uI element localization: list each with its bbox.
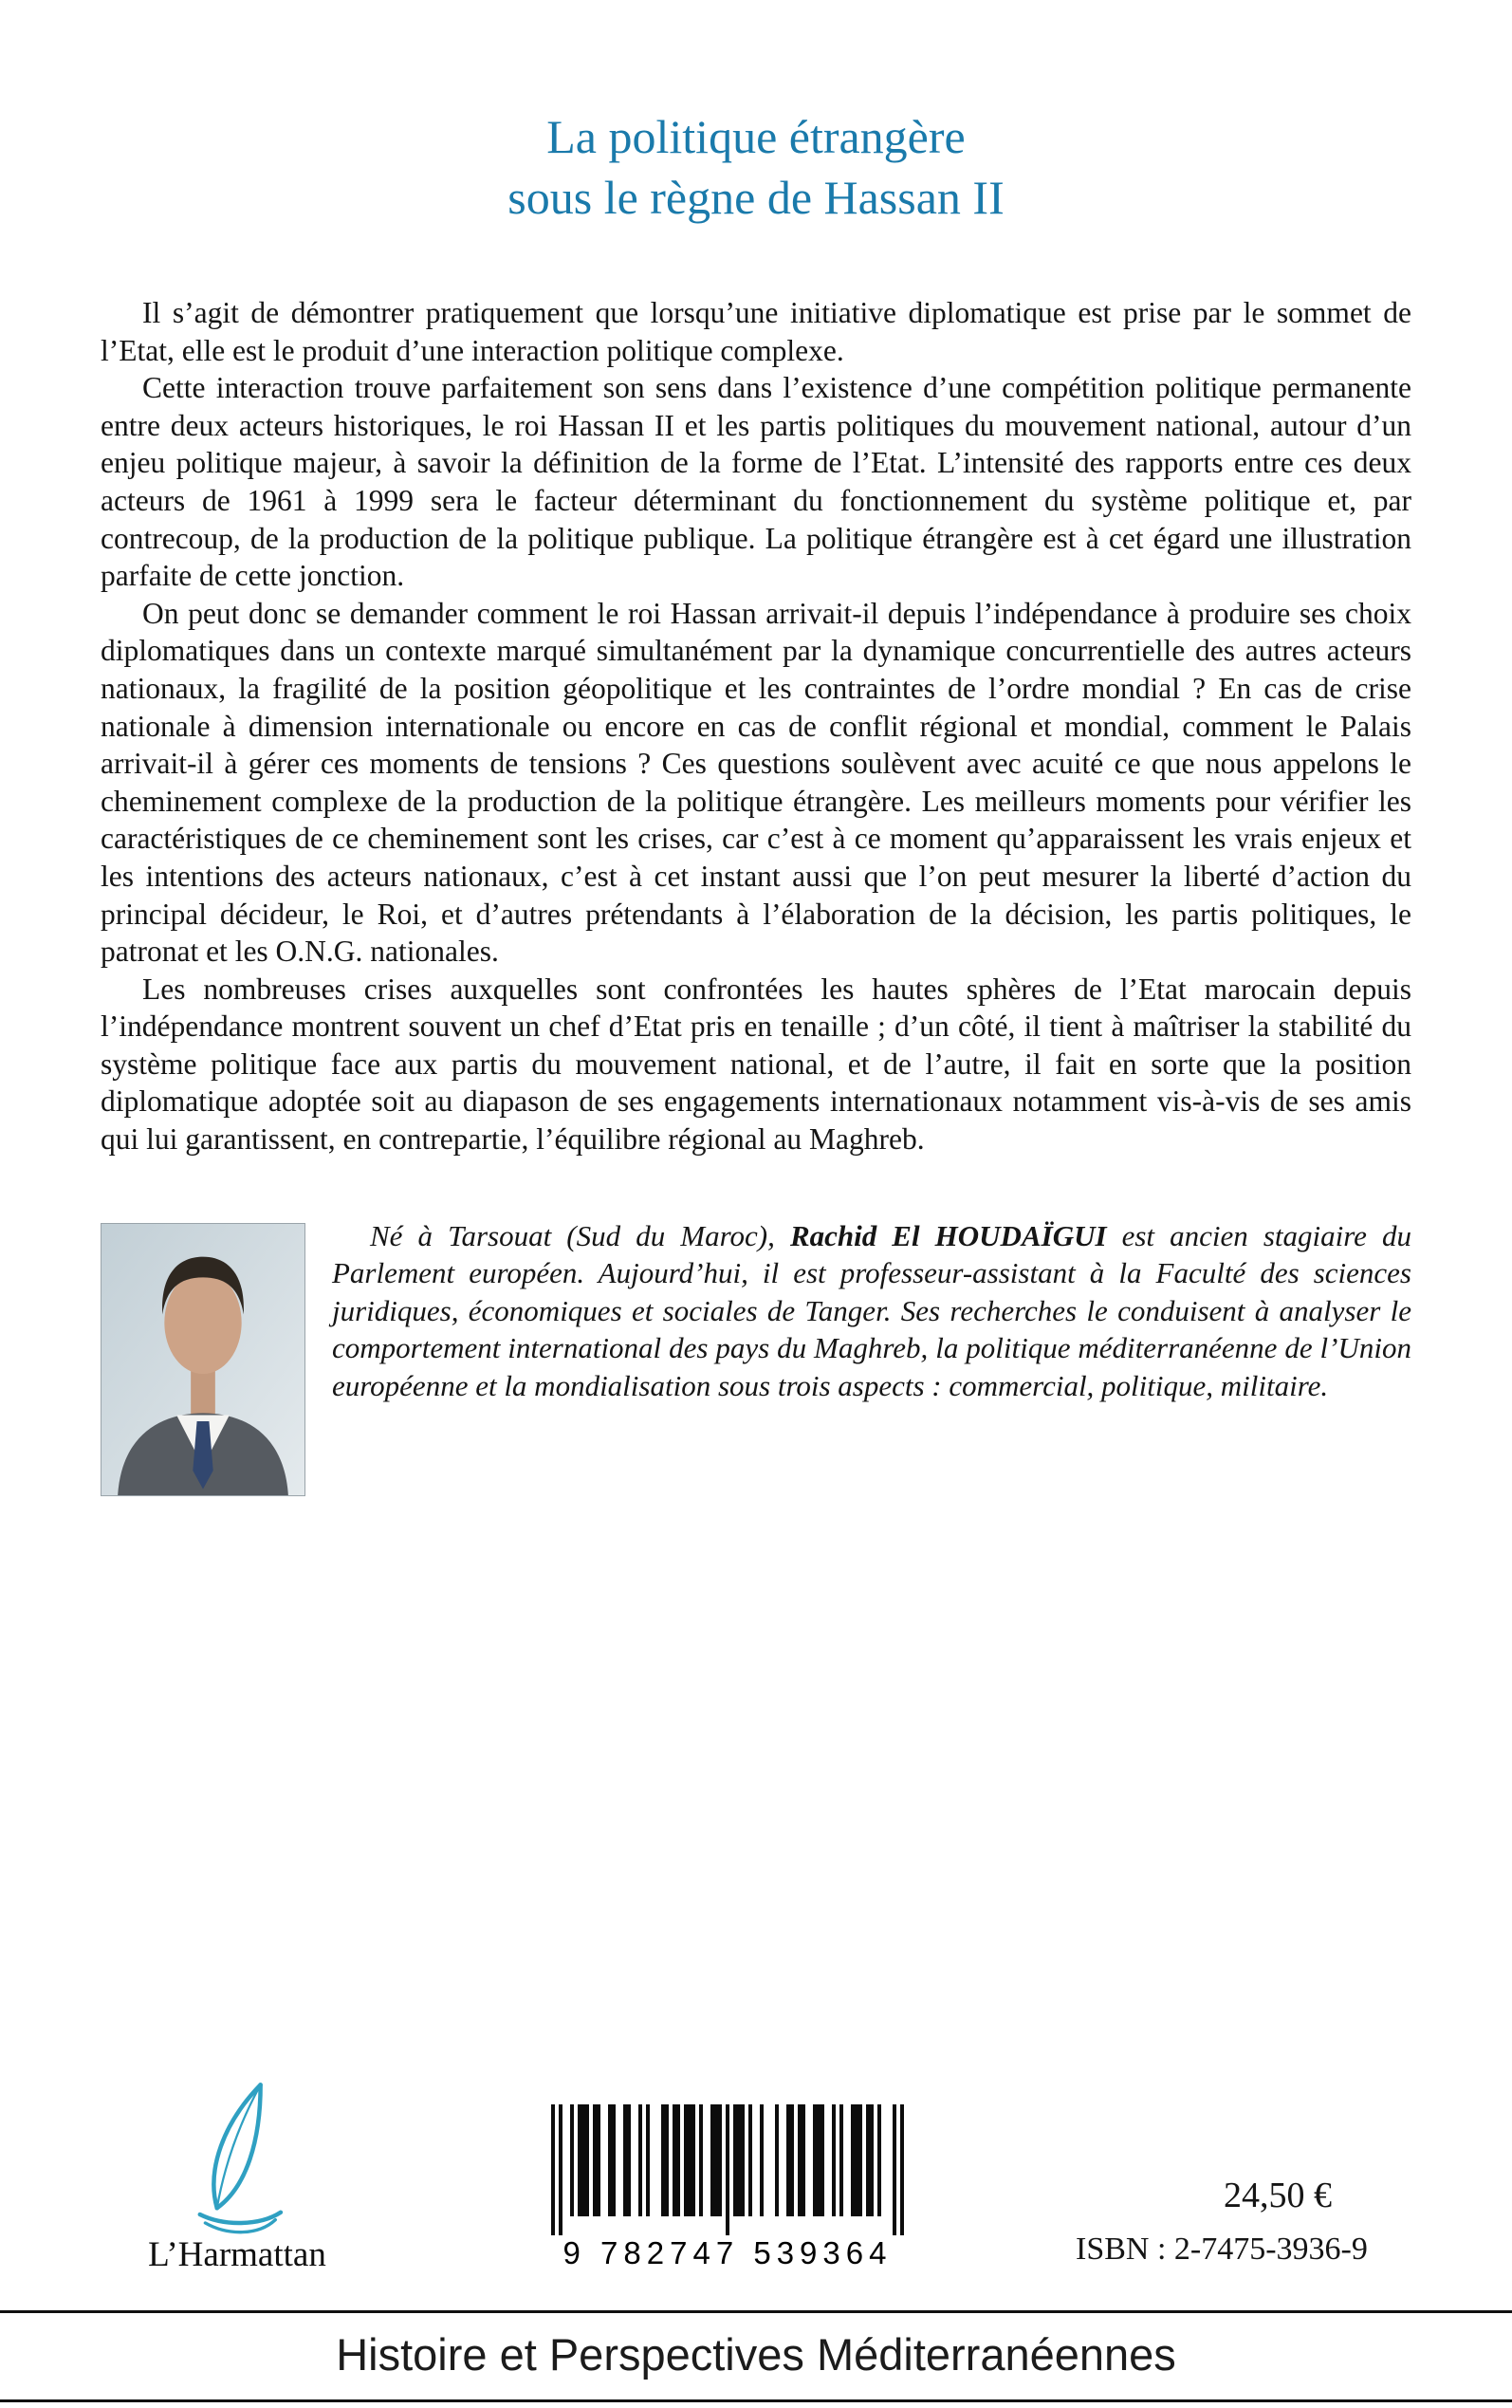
price: 24,50 €	[1224, 2176, 1332, 2215]
bio-text-pre: Né à Tarsouat (Sud du Maroc),	[370, 1218, 790, 1252]
synopsis-paragraph-4: Les nombreuses crises auxquelles sont confrontées les hautes sphères de l’Etat marocain depuis l’indépendance montrent souvent un chef d’Etat pris en tenaille ; d’un côté, il tient à maîtriser la stabilité du système politique face aux partis du mouvement national, et de l’autre, il fait en sorte que la position diplomatique adoptée soit au diapason de ses engagements internationaux notamment vis-à-vis de ses amis qui lui garantissent, en contrepartie, l’équilibre régional au Maghreb.	[101, 972, 1411, 1157]
author-bio	[101, 1217, 1411, 1500]
isbn: ISBN : 2-7475-3936-9	[1076, 2232, 1368, 2267]
barcode-bars	[551, 2104, 904, 2235]
collection-banner	[0, 2310, 1512, 2402]
title-line-1: La politique étrangère	[546, 110, 966, 163]
synopsis-paragraph-2: Cette interaction trouve parfaitement son sens dans l’existence d’une compétition politique permanente entre deux acteurs historiques, le roi Hassan II et les partis politiques du mouvement national, autour d’un enjeu politique majeur, à savoir la définition de la forme de l’Etat. L’intensité des rapports entre ces deux acteurs de 1961 à 1999 sera le facteur déterminant du fonctionnement du système politique et, par contrecoup, de la production de la politique publique. La politique étrangère est à cet égard une illustration parfaite de cette jonction.	[101, 371, 1411, 593]
publisher-name: L’Harmattan	[148, 2235, 326, 2274]
title-line-2: sous le règne de Hassan II	[507, 171, 1005, 224]
barcode-block	[519, 2104, 936, 2277]
publisher-block	[95, 2075, 379, 2277]
page-title	[0, 106, 1512, 228]
author-portrait-placeholder	[101, 1224, 304, 1495]
synopsis	[101, 294, 1411, 1158]
bottom-row	[95, 1988, 1417, 2277]
price-block	[1076, 2175, 1417, 2277]
synopsis-paragraph-3: On peut donc se demander comment le roi Hassan arrivait-il depuis l’indépendance à produire ses choix diplomatiques dans un contexte marqué simultanément par la dynamique concurrentielle des autres acteurs nationaux, la fragilité de la position géopolitique et les contraintes de l’ordre mondial ? En cas de crise nationale à dimension internationale ou encore en cas de conflit régional et mondial, comment le Palais arrivait-il à gérer ces moments de tensions ? Ces questions soulèvent avec acuité ce que nous appelons le cheminement complexe de la production de la politique étrangère. Les meilleurs moments pour vérifier les caractéristiques de ce cheminement sont les crises, car c’est à ce moment qu’apparaissent les vrais enjeux et les intentions des acteurs nationaux, c’est à cet instant aussi que l’on peut mesurer la liberté d’action du principal décideur, le Roi, et d’autres prétendants à l’élaboration de la décision, les partis politiques, le patronat et les O.N.G. nationales.	[101, 596, 1411, 969]
collection-title: Histoire et Perspectives Méditerranéennes	[336, 2329, 1176, 2380]
author-name: Rachid El HOUDAÏGUI	[789, 1218, 1107, 1252]
bio-text-post: est ancien stagiaire du Parlement européen. Aujourd’hui, il est professeur-assistant à la Faculté des sciences juridiques, économiques et sociales de Tanger. Ses recherches le conduisent à analyser le comportement international des pays du Maghreb, la politique méditerranéenne de l’Union européenne et la mondialisation sous trois aspects : commercial, politique, militaire.	[332, 1218, 1411, 1402]
synopsis-paragraph-1: Il s’agit de démontrer pratiquement que lorsqu’une initiative diplomatique est prise par le sommet de l’Etat, elle est le produit d’une interaction politique complexe.	[101, 296, 1411, 367]
author-photo	[101, 1223, 305, 1496]
barcode-number: 9 782747 539364	[562, 2235, 893, 2270]
harmattan-boat-logo	[157, 2075, 317, 2248]
